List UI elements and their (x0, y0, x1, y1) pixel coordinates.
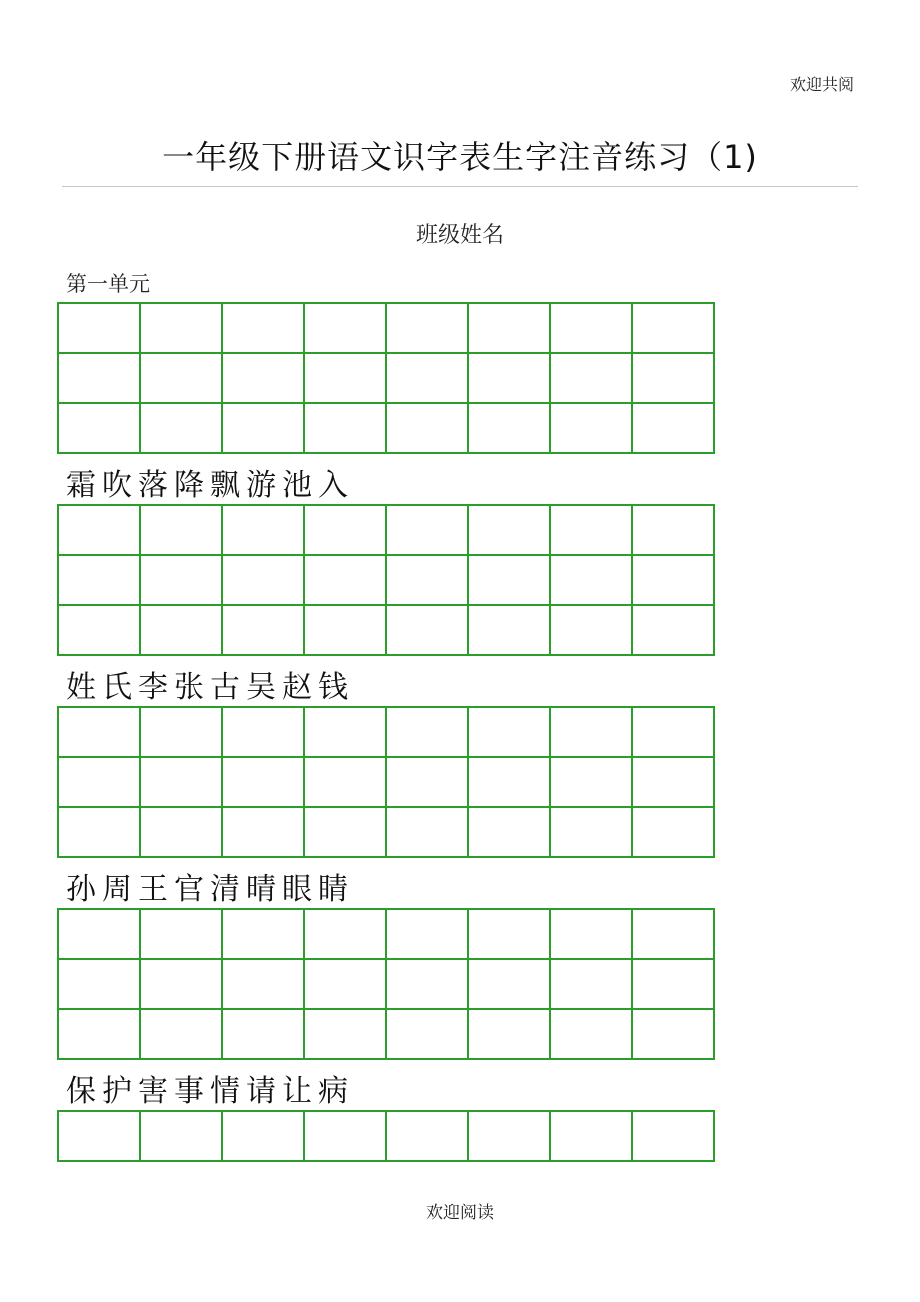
grid-row (58, 605, 714, 655)
grid-cell[interactable] (58, 505, 140, 555)
grid-cell[interactable] (632, 807, 714, 857)
grid-cell[interactable] (468, 909, 550, 959)
grid-cell[interactable] (222, 707, 304, 757)
grid-row (58, 303, 714, 353)
grid-cell[interactable] (550, 807, 632, 857)
grid-cell[interactable] (468, 353, 550, 403)
grid-cell[interactable] (550, 555, 632, 605)
grid-cell[interactable] (386, 353, 468, 403)
grid-cell[interactable] (140, 303, 222, 353)
grid-cell[interactable] (468, 1009, 550, 1059)
grid-cell[interactable] (304, 403, 386, 453)
grid-cell[interactable] (386, 403, 468, 453)
grid-cell[interactable] (468, 959, 550, 1009)
grid-cell[interactable] (386, 707, 468, 757)
grid-cell[interactable] (222, 353, 304, 403)
pinyin-grid-4 (57, 908, 715, 1060)
header-note: 欢迎共阅 (789, 75, 854, 94)
grid-cell[interactable] (304, 909, 386, 959)
grid-cell[interactable] (468, 707, 550, 757)
grid-cell[interactable] (58, 707, 140, 757)
grid-cell[interactable] (468, 505, 550, 555)
grid-row (58, 807, 714, 857)
grid-cell[interactable] (550, 707, 632, 757)
grid-cell[interactable] (140, 707, 222, 757)
character-row-2: 姓氏李张古吴赵钱 (66, 670, 354, 705)
grid-cell[interactable] (58, 555, 140, 605)
grid-cell[interactable] (140, 605, 222, 655)
grid-row (58, 505, 714, 555)
grid-cell[interactable] (468, 605, 550, 655)
grid-cell[interactable] (550, 757, 632, 807)
grid-cell[interactable] (304, 555, 386, 605)
grid-cell[interactable] (58, 605, 140, 655)
grid-cell[interactable] (386, 555, 468, 605)
grid-cell[interactable] (222, 807, 304, 857)
grid-cell[interactable] (550, 959, 632, 1009)
grid-cell[interactable] (386, 1111, 468, 1161)
grid-cell[interactable] (58, 807, 140, 857)
grid-row (58, 555, 714, 605)
grid-cell[interactable] (304, 807, 386, 857)
grid-cell[interactable] (386, 605, 468, 655)
grid-cell[interactable] (468, 403, 550, 453)
grid-cell[interactable] (222, 1009, 304, 1059)
pinyin-grid-1 (57, 302, 715, 454)
pinyin-grid-2 (57, 504, 715, 656)
grid-cell[interactable] (304, 1009, 386, 1059)
grid-cell[interactable] (304, 605, 386, 655)
character-row-3: 孙周王官清晴眼睛 (66, 872, 354, 907)
grid-cell[interactable] (58, 959, 140, 1009)
grid-cell[interactable] (140, 403, 222, 453)
grid-cell[interactable] (632, 303, 714, 353)
unit-label: 第一单元 (66, 272, 150, 296)
character-row-1: 霜吹落降飘游池入 (66, 468, 354, 503)
grid-cell[interactable] (468, 757, 550, 807)
grid-row (58, 909, 714, 959)
grid-cell[interactable] (222, 403, 304, 453)
grid-row (58, 757, 714, 807)
grid-cell[interactable] (140, 353, 222, 403)
grid-cell[interactable] (140, 505, 222, 555)
grid-cell[interactable] (140, 555, 222, 605)
grid-cell[interactable] (550, 303, 632, 353)
grid-cell[interactable] (140, 909, 222, 959)
grid-cell[interactable] (550, 353, 632, 403)
grid-cell[interactable] (58, 353, 140, 403)
grid-cell[interactable] (304, 959, 386, 1009)
grid-cell[interactable] (140, 1111, 222, 1161)
grid-cell[interactable] (222, 605, 304, 655)
grid-row (58, 707, 714, 757)
grid-cell[interactable] (304, 707, 386, 757)
grid-cell[interactable] (386, 909, 468, 959)
grid-cell[interactable] (632, 555, 714, 605)
grid-row (58, 403, 714, 453)
pinyin-grid-3 (57, 706, 715, 858)
grid-cell[interactable] (140, 807, 222, 857)
grid-cell[interactable] (58, 303, 140, 353)
grid-cell[interactable] (632, 909, 714, 959)
grid-cell[interactable] (222, 909, 304, 959)
grid-cell[interactable] (58, 1111, 140, 1161)
grid-cell[interactable] (304, 303, 386, 353)
grid-cell[interactable] (632, 1111, 714, 1161)
grid-row (58, 353, 714, 403)
grid-cell[interactable] (140, 1009, 222, 1059)
grid-cell[interactable] (222, 959, 304, 1009)
grid-cell[interactable] (550, 605, 632, 655)
grid-row (58, 1009, 714, 1059)
grid-cell[interactable] (304, 1111, 386, 1161)
page-title: 一年级下册语文识字表生字注音练习（1) (162, 138, 758, 176)
grid-cell[interactable] (222, 505, 304, 555)
pinyin-grid-5 (57, 1110, 715, 1162)
grid-cell[interactable] (632, 757, 714, 807)
grid-row (58, 1111, 714, 1161)
grid-cell[interactable] (58, 1009, 140, 1059)
grid-cell[interactable] (550, 1111, 632, 1161)
grid-cell[interactable] (632, 605, 714, 655)
grid-cell[interactable] (58, 757, 140, 807)
grid-cell[interactable] (468, 555, 550, 605)
grid-cell[interactable] (632, 959, 714, 1009)
grid-cell[interactable] (632, 353, 714, 403)
grid-cell[interactable] (222, 757, 304, 807)
grid-cell[interactable] (386, 757, 468, 807)
grid-cell[interactable] (632, 403, 714, 453)
grid-cell[interactable] (222, 555, 304, 605)
character-row-4: 保护害事情请让病 (66, 1074, 354, 1109)
grid-cell[interactable] (386, 807, 468, 857)
grid-cell[interactable] (386, 959, 468, 1009)
grid-cell[interactable] (550, 403, 632, 453)
grid-cell[interactable] (304, 757, 386, 807)
grid-cell[interactable] (632, 707, 714, 757)
grid-cell[interactable] (468, 303, 550, 353)
grid-cell[interactable] (550, 909, 632, 959)
grid-cell[interactable] (386, 1009, 468, 1059)
grid-cell[interactable] (386, 303, 468, 353)
grid-cell[interactable] (632, 505, 714, 555)
footer-note: 欢迎阅读 (426, 1203, 494, 1223)
grid-cell[interactable] (222, 1111, 304, 1161)
grid-cell[interactable] (386, 505, 468, 555)
grid-cell[interactable] (468, 1111, 550, 1161)
class-name-label: 班级姓名 (415, 223, 504, 248)
grid-cell[interactable] (58, 909, 140, 959)
grid-cell[interactable] (140, 959, 222, 1009)
grid-cell[interactable] (550, 505, 632, 555)
grid-cell[interactable] (222, 303, 304, 353)
grid-cell[interactable] (550, 1009, 632, 1059)
grid-cell[interactable] (304, 353, 386, 403)
grid-cell[interactable] (468, 807, 550, 857)
title-divider (62, 186, 858, 187)
grid-cell[interactable] (140, 757, 222, 807)
grid-row (58, 959, 714, 1009)
grid-cell[interactable] (632, 1009, 714, 1059)
grid-cell[interactable] (58, 403, 140, 453)
grid-cell[interactable] (304, 505, 386, 555)
